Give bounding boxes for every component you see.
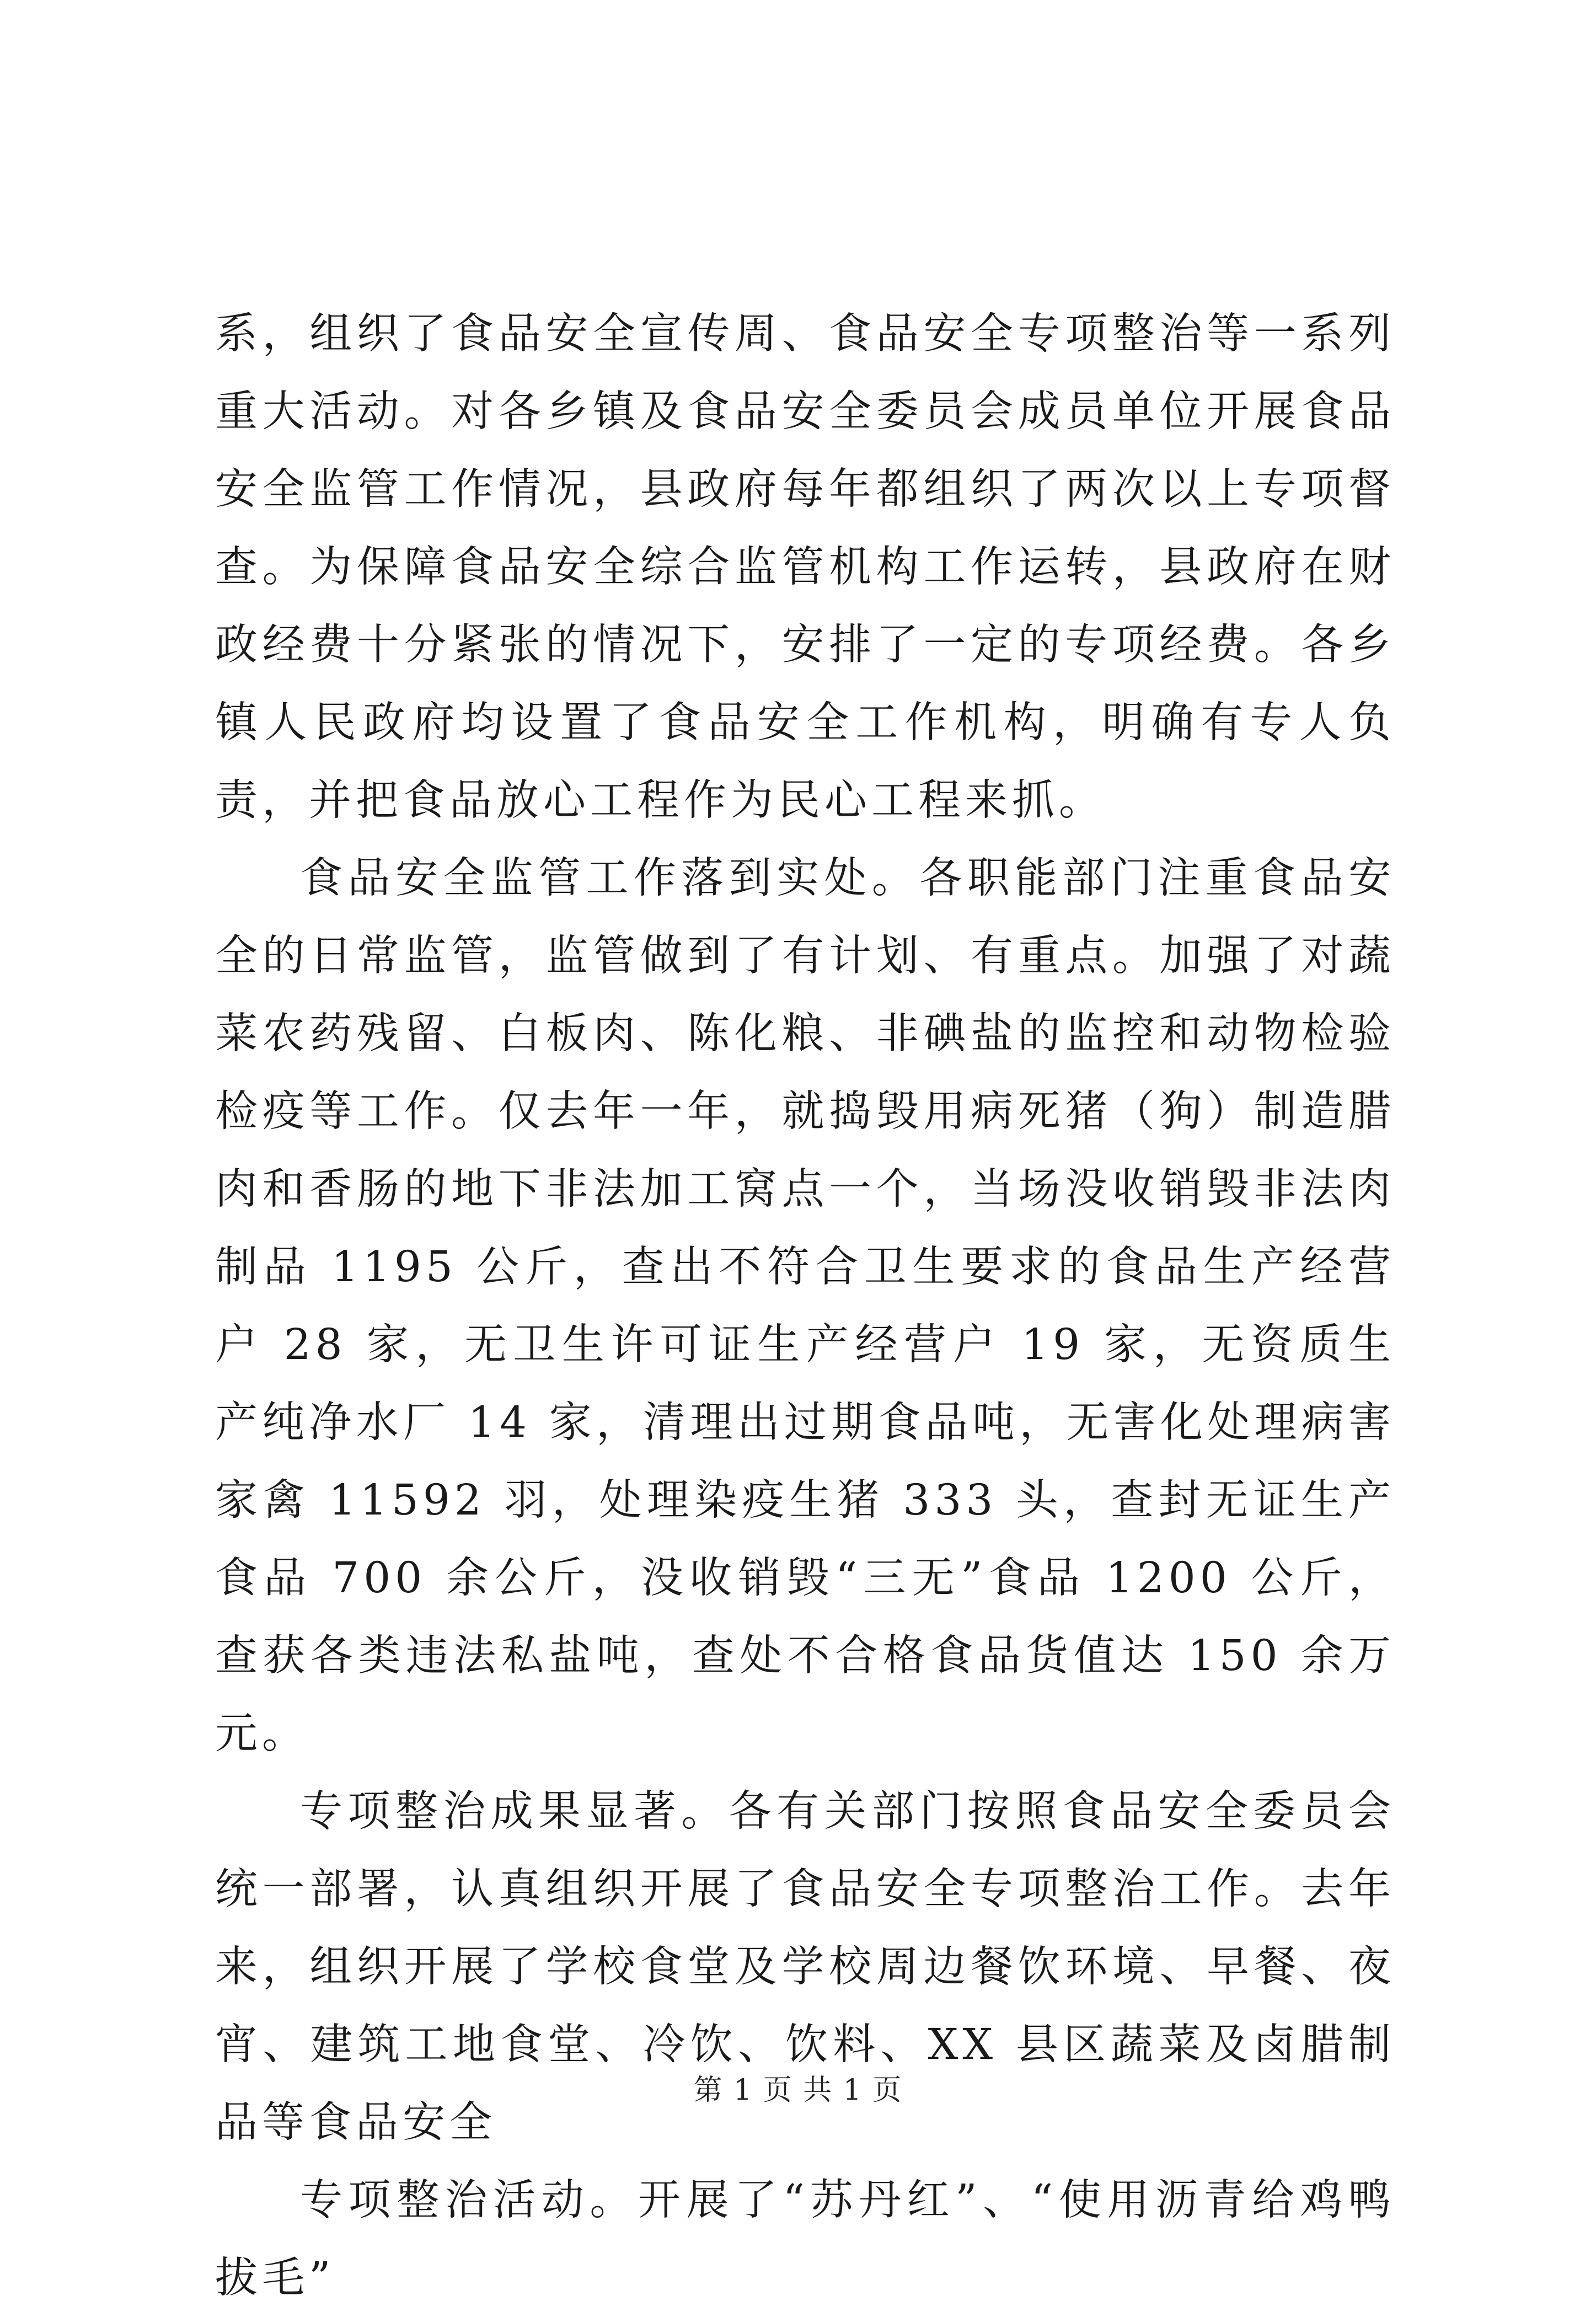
page-number-footer: 第 1 页 共 1 页 bbox=[693, 2074, 903, 2107]
paragraph-special-activities: 专项整治活动。开展了“苏丹红”、“使用沥青给鸡鸭拔毛” bbox=[215, 2176, 1395, 2303]
paragraph-special-rectification: 专项整治成果显著。各有关部门按照食品安全委员会统一部署，认真组织开展了食品安全专项整治工作。去年来，组织开展了学校食堂及学校周边餐饮环境、早餐、夜宵、建筑工地食堂、冷饮、饮料、XX 县区蔬菜及卤腊制品等食品安全 bbox=[215, 1787, 1395, 2147]
paragraph-supervision: 食品安全监管工作落到实处。各职能部门注重食品安全的日常监管，监管做到了有计划、有重点。加强了对蔬菜农药残留、白板肉、陈化粮、非碘盐的监控和动物检验检疫等工作。仅去年一年，就捣毁用病死猪（狗）制造腊肉和香肠的地下非法加工窝点一个，当场没收销毁非法肉制品 1195 公斤，查出不符合卫生要求的食品生产经营户 28 家，无卫生许可证生产经营户 19 家，无资质生产纯净水厂 14 家，清理出过期食品吨，无害化处理病害家禽 11592 羽，处理染疫生猪 333 头，查封无证生产食品 700 余公斤，没收销毁“三无”食品 1200 公斤，查获各类违法私盐吨，查处不合格食品货值达 150 余万元。 bbox=[215, 854, 1395, 1758]
paragraph-continuation: 系，组织了食品安全宣传周、食品安全专项整治等一系列重大活动。对各乡镇及食品安全委员会成员单位开展食品安全监管工作情况，县政府每年都组织了两次以上专项督查。为保障食品安全综合监管机构工作运转，县政府在财政经费十分紧张的情况下，安排了一定的专项经费。各乡镇人民政府均设置了食品安全工作机构，明确有专人负责，并把食品放心工程作为民心工程来抓。 bbox=[215, 309, 1395, 825]
document-body bbox=[215, 295, 1395, 2317]
